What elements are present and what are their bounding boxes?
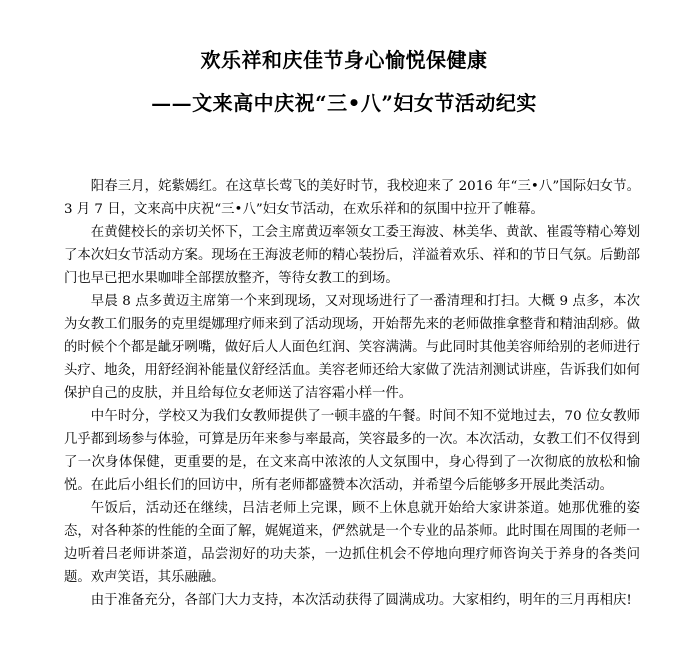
document-title: 欢乐祥和庆佳节身心愉悦保健康 — [200, 48, 488, 72]
paragraph-6: 由于准备充分，各部门大力支持，本次活动获得了圆满成功。大家相约，明年的三月再相庆! — [90, 593, 632, 608]
document-body — [64, 175, 640, 612]
paragraph-2: 在黄健校长的亲切关怀下，工会主席黄迈率领女工委王海波、林美华、黄歆、崔霞等精心筹划了本次妇女节活动方案。现场在王海波老师的精心装扮后，洋溢着欢乐、祥和的节日气氛。后勤部门也早已把水果咖啡全部摆放整齐，等待女教工的到场。 — [64, 225, 640, 286]
document-subtitle: ——文来高中庆祝“三•八”妇女节活动纪实 — [151, 91, 537, 115]
paragraph-3: 早晨 8 点多黄迈主席第一个来到现场，又对现场进行了一番清理和打扫。大概 9 点多，本次为女教工们服务的克里缇娜理疗师来到了活动现场，开始帮先来的老师做推拿整背和精油刮痧。做的时候个个都是龇牙咧嘴，做好后人人面色红润、笑容满满。与此同时其他美容师给别的老师进行头疗、地灸，用舒经润补能量仪舒经活血。美容老师还给大家做了洗洁剂测试讲座，告诉我们如何保护自己的皮肤，并且给每位女老师送了洁容霜小样一件。 — [64, 294, 640, 401]
paragraph-4: 中午时分，学校又为我们女教师提供了一顿丰盛的午餐。时间不知不觉地过去，70 位女教师几乎都到场参与体验，可算是历年来参与率最高，笑容最多的一次。本次活动，女教工们不仅得到了一次身体保健，更重要的是，在文来高中浓浓的人文氛围中，身心得到了一次彻底的放松和愉悦。在此后小组长们的回访中，所有老师都盛赞本次活动，并希望今后能够多开展此类活动。 — [64, 409, 640, 493]
paragraph-1: 阳春三月，姹紫嫣红。在这草长莺飞的美好时节，我校迎来了 2016 年“三•八”国际妇女节。3 月 7 日，文来高中庆祝“三•八”妇女节活动，在欢乐祥和的氛围中拉开了帷幕。 — [64, 179, 640, 217]
paragraph-5: 午饭后，活动还在继续，吕洁老师上完课，顾不上休息就开始给大家讲茶道。她那优雅的姿态，对各种茶的性能的全面了解，娓娓道来，俨然就是一个专业的品茶师。此时围在周围的老师一边听着吕老师讲茶道，品尝沏好的功夫茶，一边抓住机会不停地向理疗师咨询关于养身的各类问题。欢声笑语，其乐融融。 — [64, 501, 640, 585]
